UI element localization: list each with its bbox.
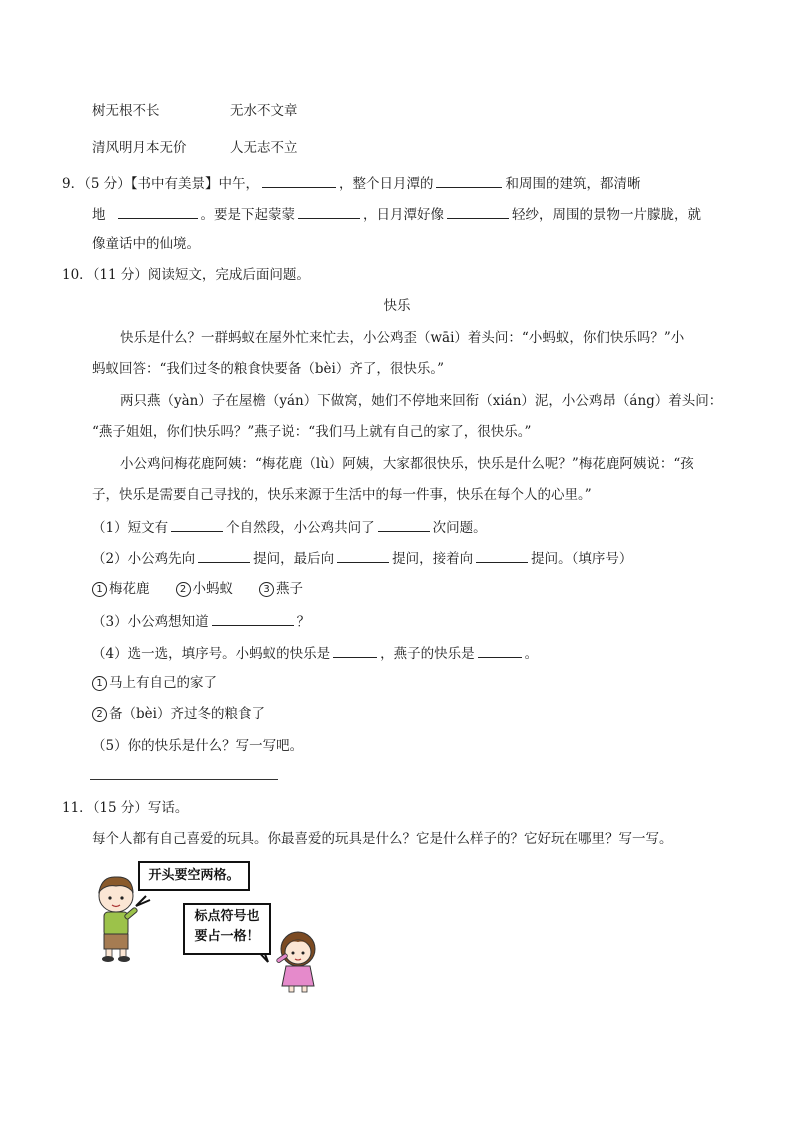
question-11-header: 11．（15 分）写话。 xyxy=(62,800,189,816)
question-tag: 【书中有美景】 xyxy=(130,176,219,192)
question-number: 11． xyxy=(62,800,93,816)
answer-blank[interactable] xyxy=(447,204,509,219)
option-item: 2 小蚂蚁 xyxy=(176,581,234,597)
passage-line: 蚂蚁回答：“我们过冬的粮食快要备（bèi）齐了，很快乐。” xyxy=(92,361,445,377)
writing-prompt: 每个人都有自己喜爱的玩具。你最喜爱的玩具是什么？它是什么样子的？它好玩在哪里？写一写。 xyxy=(92,831,673,847)
sub-question-4: （4）选一选，填序号。小蚂蚁的快乐是 ，燕子的快乐是 。 xyxy=(92,643,538,663)
question-9-line-2: 地 。要是下起蒙蒙 ，日月潭好像 轻纱，周围的景物一片朦胧，就 xyxy=(92,204,701,224)
passage-title: 快乐 xyxy=(383,298,411,314)
answer-blank[interactable] xyxy=(436,173,502,188)
boy-figure xyxy=(99,877,138,962)
speech-tail xyxy=(136,896,150,906)
question-10-header: 10．（11 分）阅读短文，完成后面问题。 xyxy=(62,267,310,283)
answer-blank[interactable] xyxy=(298,204,360,219)
proverb: 无水不文章 xyxy=(230,103,298,119)
answer-blank[interactable] xyxy=(333,643,377,658)
answer-blank[interactable] xyxy=(478,643,522,658)
answer-blank[interactable] xyxy=(337,548,389,563)
question-9-line-3: 像童话中的仙境。 xyxy=(92,236,200,252)
choice-item: 2 备（bèi）齐过冬的粮食了 xyxy=(92,705,265,723)
option-item: 1 梅花鹿 xyxy=(92,581,150,597)
answer-blank[interactable] xyxy=(476,548,528,563)
sub-question-3: （3）小公鸡想知道 ？ xyxy=(92,611,310,631)
answer-blank[interactable] xyxy=(378,517,430,532)
option-item: 3 燕子 xyxy=(259,581,303,597)
sub-question-2: （2）小公鸡先向 提问，最后向 提问，接着向 提问。（填序号） xyxy=(92,548,632,568)
passage-line: 两只燕（yàn）子在屋檐（yán）下做窝，她们不停地来回衔（xián）泥，小公鸡昂（áng）着头问： xyxy=(120,393,723,409)
girl-figure xyxy=(276,932,315,992)
passage-line: 小公鸡问梅花鹿阿姨：“梅花鹿（lù）阿姨，大家都很快乐，快乐是什么呢？”梅花鹿阿姨说：“孩 xyxy=(120,456,694,472)
question-score: （15 分） xyxy=(92,800,148,816)
speech-bubble: 标点符号也 要占一格！ xyxy=(183,903,271,955)
answer-blank[interactable] xyxy=(118,204,198,219)
proverb: 人无志不立 xyxy=(230,140,298,156)
question-9-line-1: 9．（5 分）【书中有美景】中午， ，整个日月潭的 和周围的建筑，都清晰 xyxy=(62,173,640,193)
sub-question-5: （5）你的快乐是什么？写一写吧。 xyxy=(92,738,304,754)
question-score: （5 分） xyxy=(84,176,131,192)
speech-bubble: 开头要空两格。 xyxy=(138,861,250,891)
answer-blank[interactable] xyxy=(212,611,294,626)
question-number: 10． xyxy=(62,267,93,283)
option-row xyxy=(92,580,303,598)
choice-item: 1 马上有自己的家了 xyxy=(92,674,217,692)
answer-blank[interactable] xyxy=(198,548,250,563)
proverb: 树无根不长 xyxy=(92,103,160,119)
passage-line: 快乐是什么？一群蚂蚁在屋外忙来忙去，小公鸡歪（wāi）着头问：“小蚂蚁，你们快乐吗？”小 xyxy=(120,330,685,346)
passage-line: 子，快乐是需要自己寻找的，快乐来源于生活中的每一件事，快乐在每个人的心里。” xyxy=(92,487,592,503)
question-score: （11 分） xyxy=(92,267,148,283)
answer-blank[interactable] xyxy=(171,517,223,532)
answer-blank[interactable] xyxy=(262,173,336,188)
question-number: 9． xyxy=(62,176,85,192)
passage-line: “燕子姐姐，你们快乐吗？”燕子说：“我们马上就有自己的家了，很快乐。” xyxy=(92,424,532,440)
proverb: 清风明月本无价 xyxy=(92,140,187,156)
answer-line[interactable] xyxy=(90,779,278,780)
sub-question-1: （1）短文有 个自然段，小公鸡共问了 次问题。 xyxy=(92,517,487,537)
